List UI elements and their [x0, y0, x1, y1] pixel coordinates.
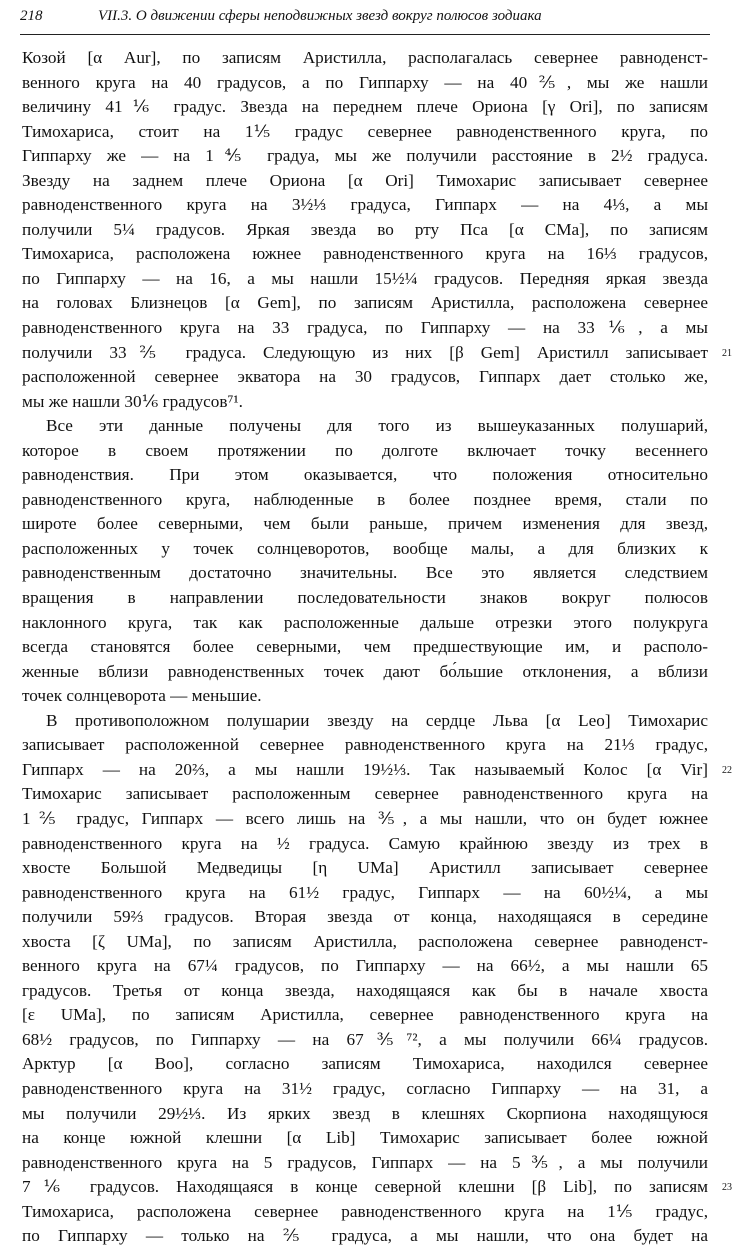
- text-line: В противоположном полушарии звезду на сердце Льва [α Leo] Тимохарис: [46, 710, 708, 730]
- text-line: на головах Близнецов [α Gem], по записям Аристилла, расположена севернее: [22, 293, 708, 313]
- text-line: всегда становятся более северными, чем предшествующие им, и располо-: [22, 637, 708, 657]
- text-line: Тимохариса, расположена южнее равноденственного круга на 16⅓ градусов,: [22, 244, 708, 264]
- text-line: Тимохарис записывает расположенным севернее равноденственного круга на: [22, 784, 708, 804]
- text-line: по Гиппарху — на 16, а мы нашли 15½¼ градусов. Передняя яркая звезда: [22, 268, 708, 288]
- text-line: вращения в направлении последовательности знаков вокруг полюсов: [22, 588, 708, 608]
- text-line: равноденствия. При этом оказывается, что положения относительно: [22, 465, 708, 485]
- margin-line-number: 21: [722, 347, 732, 359]
- text-line: равноденственного круга на 61½ градус, Гиппарх — на 60½¼, а мы: [22, 882, 708, 902]
- text-line: Козой [α Aur], по записям Аристилла, располагалась севернее равноденст-: [22, 48, 708, 67]
- text-line: получили 33⅖ градуса. Следующую из них [β Gem] Аристилл записывает: [22, 342, 708, 362]
- text-line: Тимохариса, стоит на 1⅕ градус севернее равноденственного круга, по: [22, 121, 708, 141]
- text-line: записывает расположенной севернее равноденственного круга на 21⅓ градус,: [22, 735, 708, 755]
- text-line: наклонного круга, так как расположенные дальше отрезки этого полукруга: [22, 612, 708, 632]
- text-line: равноденственного круга на 5 градусов, Гиппарх — на 5⅗, а мы получили: [22, 1152, 708, 1172]
- text-line: 68½ градусов, по Гиппарху — на 67⅗⁷², а мы получили 66¼ градусов.: [22, 1029, 708, 1049]
- text-line: Арктур [α Boo], согласно записям Тимохариса, находился севернее: [22, 1054, 708, 1074]
- margin-line-number: 22: [722, 764, 732, 776]
- text-line: равноденственного круга на 33 градуса, по Гиппарху — на 33⅙, а мы: [22, 318, 708, 338]
- text-line: Тимохариса, расположена севернее равноденственного круга на 1⅕ градус,: [22, 1201, 708, 1221]
- text-line: по Гиппарху — только на ⅖ градуса, а мы нашли, что она будет на: [22, 1226, 708, 1246]
- text-line: точек солнцеворота — меньшие.: [22, 686, 262, 706]
- text-line: равноденственного круга на 31½ градус, согласно Гиппарху — на 31, а: [22, 1078, 708, 1098]
- text-line: расположенных у точек солнцеворотов, вообще малы, а для близких к: [22, 538, 708, 558]
- page-number: 218: [20, 8, 43, 24]
- text-line: которое в своем протяжении по долготе включает точку весеннего: [22, 440, 708, 460]
- running-header: [20, 6, 710, 30]
- text-line: Все эти данные получены для того из вышеуказанных полушарий,: [46, 416, 708, 436]
- text-line: хвосте Большой Медведицы [η UMa] Аристилл записывает севернее: [22, 858, 708, 878]
- text-line: Звезду на заднем плече Ориона [α Ori] Тимохарис записывает севернее: [22, 170, 708, 190]
- text-line: мы получили 29½⅓. Из ярких звезд в клешнях Скорпиона находящуюся: [22, 1103, 708, 1123]
- text-line: получили 5¼ градусов. Яркая звезда во рту Пса [α CMa], по записям: [22, 219, 708, 239]
- text-line: Гиппарху же — на 1⅘ градуа, мы же получили расстояние в 2½ градуса.: [22, 146, 708, 166]
- body-text: [22, 46, 708, 1249]
- text-line: венного круга на 40 градусов, а по Гиппарху — на 40⅖, мы же нашли: [22, 72, 708, 92]
- text-line: равноденственного круга на 3½⅓ градуса, Гиппарх — на 4⅓, а мы: [22, 195, 708, 215]
- text-line: хвоста [ζ UMa], по записям Аристилла, расположена севернее равноденст-: [22, 931, 708, 951]
- header-rule: [20, 34, 710, 35]
- text-line: [ε UMa], по записям Аристилла, севернее равноденственного круга на: [22, 1005, 708, 1025]
- text-line: равноденственного круга на ½ градуса. Самую крайнюю звезду из трех в: [22, 833, 708, 853]
- text-line: 1⅖ градус, Гиппарх — всего лишь на ⅗, а мы нашли, что он будет южнее: [22, 808, 708, 828]
- text-line: на конце южной клешни [α Lib] Тимохарис записывает более южной: [22, 1128, 708, 1148]
- margin-line-number: 23: [722, 1182, 732, 1194]
- text-line: величину 41⅙ градус. Звезда на переднем плече Ориона [γ Ori], по записям: [22, 97, 708, 117]
- text-line: расположенной севернее экватора на 30 градусов, Гиппарх дает столько же,: [22, 367, 708, 387]
- text-line: венного круга на 67¼ градусов, по Гиппарху — на 66½, а мы нашли 65: [22, 956, 708, 976]
- text-line: широте более северными, чем были раньше, причем изменения для звезд,: [22, 514, 708, 534]
- text-line: 7⅙ градусов. Находящаяся в конце северной клешни [β Lib], по записям: [22, 1177, 708, 1197]
- text-line: градусов. Третья от конца звезда, находящаяся как бы в начале хвоста: [22, 980, 708, 1000]
- running-title: VII.3. О движении сферы неподвижных звезд вокруг полюсов зодиака: [98, 8, 542, 24]
- text-line: получили 59⅔ градусов. Вторая звезда от конца, находящаяся в середине: [22, 907, 708, 927]
- text-line: женные вблизи равноденственных точек дают бо́льшие отклонения, а вблизи: [22, 661, 708, 681]
- text-line: Гиппарх — на 20⅔, а мы нашли 19½⅓. Так называемый Колос [α Vir]: [22, 759, 708, 779]
- text-line: мы же нашли 30⅙ градусов⁷¹.: [22, 391, 243, 411]
- text-line: равноденственным достаточно значительны. Все это является следствием: [22, 563, 708, 583]
- text-line: равноденственного круга, наблюденные в более позднее время, стали по: [22, 489, 708, 509]
